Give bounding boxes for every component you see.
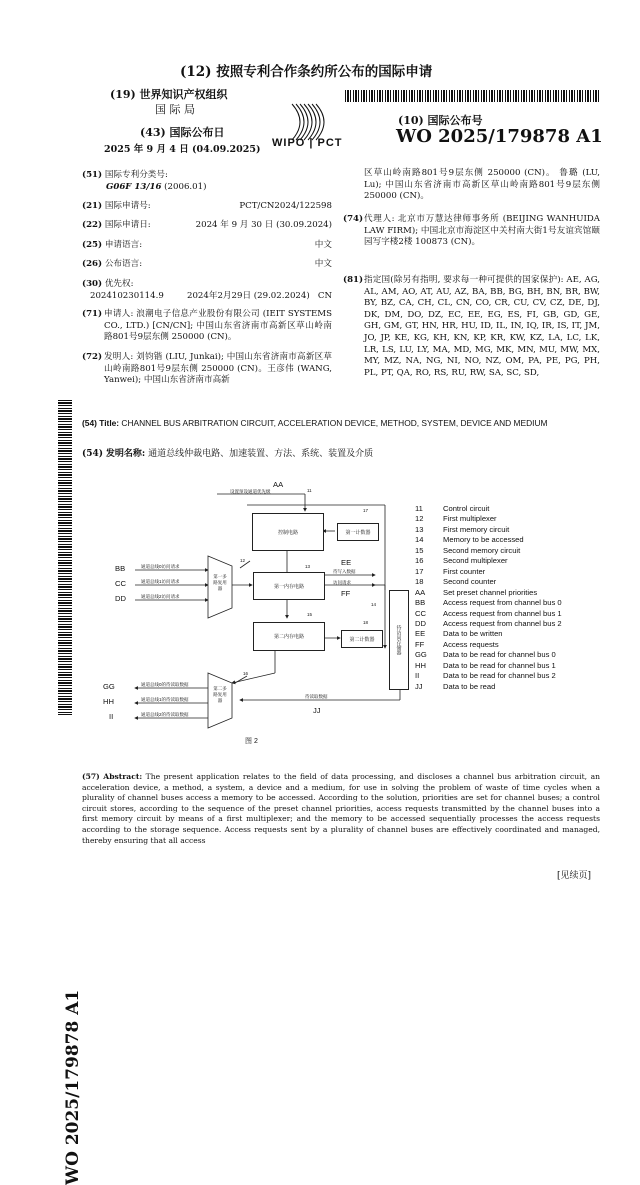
legend-row (415, 661, 556, 671)
flow-ee: 待写入数据 (333, 569, 356, 574)
legend-code: JJ (415, 681, 423, 691)
legend-code: 16 (415, 556, 424, 566)
legend-code: 18 (415, 577, 424, 587)
legend-row (415, 577, 496, 587)
legend-text: Access request from channel bus 2 (443, 618, 562, 628)
field-30: (30) 优先权: 202410230114.9 2024年2月29日 (29.02.2024) CN (82, 279, 332, 301)
title-cn: (54) 发明名称: 通道总线仲裁电路、加速装置、方法、系统、装置及介质 (82, 449, 374, 459)
legend-code: 14 (415, 535, 424, 545)
num-16: 16 (243, 671, 249, 676)
flow-cc: 通道总线1访问请求 (141, 579, 180, 584)
legend-row (415, 609, 562, 619)
second-counter-box: 第二计数器 (341, 630, 383, 648)
legend-code: AA (415, 587, 426, 597)
control-circuit-box: 控制电路 (252, 513, 324, 551)
mux1-label: 第一多路复用器 (213, 574, 227, 591)
pub-number: WO 2025/179878 A1 (396, 126, 603, 147)
memory-to-access-box: 待访问存储器 (389, 590, 409, 690)
legend-row (415, 671, 556, 681)
legend-code: HH (415, 660, 426, 670)
legend-text: Second memory circuit (443, 545, 521, 555)
legend-text: Second counter (443, 577, 497, 587)
legend-text: Access requests (443, 639, 499, 649)
field-71: (71) 申请人: 浪潮电子信息产业股份有限公司 (IEIT SYSTEMS CO., LTD.) [CN/CN]; 中国山东省济南市高新区草山岭南路801号9层东侧 250000 (CN)。 (82, 309, 332, 343)
first-memory-box: 第一内存电路 (253, 572, 325, 600)
figure-2 (95, 478, 415, 753)
legend-row (415, 556, 508, 566)
legend-text: Access request from channel bus 0 (443, 598, 562, 608)
label-ii: II (109, 712, 114, 721)
legend-code: 13 (415, 524, 424, 534)
legend-code: 17 (415, 566, 424, 576)
label-bb: BB (115, 564, 126, 573)
legend-code: EE (415, 629, 426, 639)
legend-text: Memory to be accessed (443, 535, 524, 545)
document-title: (12) 按照专利合作条约所公布的国际申请 (180, 64, 433, 80)
num-13: 13 (305, 564, 311, 569)
field-81: (81) 指定国(除另有指明, 要求每一种可提供的国家保护): AE, AG, AL, AM, AO, AT, AU, AZ, BA, BB, BG, BH, BN, BR, BW, BY, BZ, CA, CH, CL, CN, CO, CR, CU, CV, CZ, DE, DJ, DK, DM, DO, DZ, EC, EE, EG, ES, FI, GB, GD, GE, GH, GM, GT, HN, HR, HU, ID, IL, IN, IQ, IR, IS, IT, JM, JO, JP, KE, KG, KH, KN, KP, KR, KW, KZ, LA, LC, LK, LR, LS, LU, LY, MA, MD, MG, MK, MN, MU, MW, MX, MY, MZ, NA, NG, NI, NO, NZ, OM, PA, PE, PG, PH, PL, PT, QA, RO, RS, RU, RW, SA, SC, SD, (343, 275, 600, 378)
label-cc: CC (115, 579, 126, 588)
legend-row (415, 682, 495, 692)
field-72: (72) 发明人: 刘钧锴 (LIU, Junkai); 中国山东省济南市高新区草山岭南路801号9层东侧 250000 (CN)。王彦伟 (WANG, Yanwei); 中国山东省济南市高新 (82, 352, 332, 386)
num-17: 17 (363, 508, 369, 513)
legend-code: CC (415, 608, 426, 618)
sidebar (58, 400, 83, 1185)
flow-ii: 通道总线2的待读取数据 (141, 712, 189, 717)
pub-no-label: (10) 国际公布号 (398, 114, 483, 127)
flow-gg: 通道总线0的待读取数据 (141, 682, 189, 687)
legend-row (415, 650, 556, 660)
legend-text: First counter (443, 566, 486, 576)
legend-text: Set preset channel priorities (443, 587, 538, 597)
flow-dd: 通道总线2访问请求 (141, 594, 180, 599)
label-hh: HH (103, 697, 114, 706)
abstract: (57) Abstract: The present application relates to the field of data processing, and discloses a channel bus arbitration circuit, an acceleration device, a method, a system, a device and a medium, for use in solving the problem of waste of time cycles when a plurality of channel buses access a memory to be accessed. According to the solution, priorities are set for channel buses; a control circuit stores, according to the sequence of the preset channel priorities, access requests transmitted by the channel buses into a first memory circuit by means of a first multiplexer; and the memory to be accessed sequentially processes the access requests according to the storage sequence. Access requests sent by a plurality of channel buses are effectively coordinated and managed, thereby ensuring that all access (82, 772, 600, 845)
field-25: (25) 申请语言: 中文 (82, 240, 332, 250)
legend-row (415, 525, 509, 535)
field-72-cont: 区草山岭南路801号9层东侧 250000 (CN)。 鲁璐 (LU, Lu); 中国山东省济南市高新区草山岭南路801号9层东侧 250000 (CN)。 (364, 168, 600, 202)
field-26: (26) 公布语言: 中文 (82, 259, 332, 269)
legend-row (415, 640, 499, 650)
continued-note: [见续页] (557, 871, 592, 881)
figure-caption: 图 2 (245, 738, 258, 745)
barcode-side (58, 400, 72, 715)
legend-text: Second multiplexer (443, 556, 508, 566)
label-gg: GG (103, 682, 115, 691)
legend-row (415, 619, 562, 629)
pub-date: 2025 年 9 月 4 日 (04.09.2025) (104, 144, 261, 155)
legend-code: FF (415, 639, 425, 649)
legend-row (415, 598, 562, 608)
flow-jj: 待读取数据 (305, 694, 328, 699)
legend-text: First multiplexer (443, 514, 497, 524)
field-22: (22) 国际申请日: 2024 年 9 月 30 日 (30.09.2024) (82, 220, 332, 230)
flow-hh: 通道总线1的待读取数据 (141, 697, 189, 702)
legend-text: Data to be read for channel bus 0 (443, 650, 556, 660)
legend-code: 12 (415, 514, 424, 524)
label-dd: DD (115, 594, 126, 603)
mux2-label: 第二多路复用器 (213, 686, 227, 703)
legend-code: 15 (415, 545, 424, 555)
label-aa: AA (273, 480, 284, 489)
org-line2: 国 际 局 (155, 103, 195, 116)
field-51: (51) 国际专利分类号: G06F 13/16 (2006.01) (82, 170, 207, 192)
sidebar-pub-number: WO 2025/179878 A1 (63, 989, 83, 1185)
legend-row (415, 504, 489, 514)
field-74: (74) 代理人: 北京市万慧达律师事务所 (BEIJING WANHUIDA LAW FIRM); 中国北京市海淀区中关村南大街1号友谊宾馆颐园写字楼2楼 100873 (CN)。 (343, 214, 600, 248)
num-11: 11 (307, 488, 312, 493)
legend-code: GG (415, 650, 427, 660)
legend-row (415, 629, 503, 639)
field-21: (21) 国际申请号: PCT/CN2024/122598 (82, 201, 332, 211)
num-18: 18 (363, 620, 369, 625)
second-memory-box: 第二内存电路 (253, 622, 325, 651)
legend-text: Data to be written (443, 629, 503, 639)
legend-row (415, 567, 485, 577)
num-15: 15 (307, 612, 313, 617)
legend-code: DD (415, 618, 426, 628)
label-ee: EE (341, 558, 352, 567)
label-ff: FF (341, 589, 351, 598)
flow-bb: 通道总线0访问请求 (141, 564, 180, 569)
legend-text: First memory circuit (443, 524, 510, 534)
legend-text: Data to be read (443, 681, 496, 691)
legend-text: Access request from channel bus 1 (443, 608, 562, 618)
legend-text: Control circuit (443, 504, 490, 513)
barcode-top (345, 90, 600, 102)
pub-date-label: (43) 国际公布日 (140, 126, 225, 139)
flow-ff: 访问请求 (333, 580, 351, 585)
legend-code: 11 (415, 504, 423, 513)
flow-aa: 设置预设通道优先级 (230, 489, 271, 494)
legend-text: Data to be read for channel bus 1 (443, 660, 556, 670)
legend-row (415, 588, 537, 598)
num-14: 14 (371, 602, 377, 607)
title-en: (54) Title: CHANNEL BUS ARBITRATION CIRCUIT, ACCELERATION DEVICE, METHOD, SYSTEM, DEVICE AND MEDIUM (82, 418, 548, 428)
legend-row (415, 535, 524, 545)
legend-row (415, 514, 497, 524)
wipo-pct-text: WIPO | PCT (272, 137, 343, 149)
first-counter-box: 第一计数器 (337, 523, 379, 541)
legend-row (415, 546, 520, 556)
num-12: 12 (240, 558, 246, 563)
legend-text: Data to be read for channel bus 2 (443, 671, 556, 681)
label-jj: JJ (313, 706, 321, 715)
org-line1: (19) 世界知识产权组织 (110, 88, 228, 101)
legend-code: II (415, 671, 420, 681)
legend-code: BB (415, 598, 426, 608)
